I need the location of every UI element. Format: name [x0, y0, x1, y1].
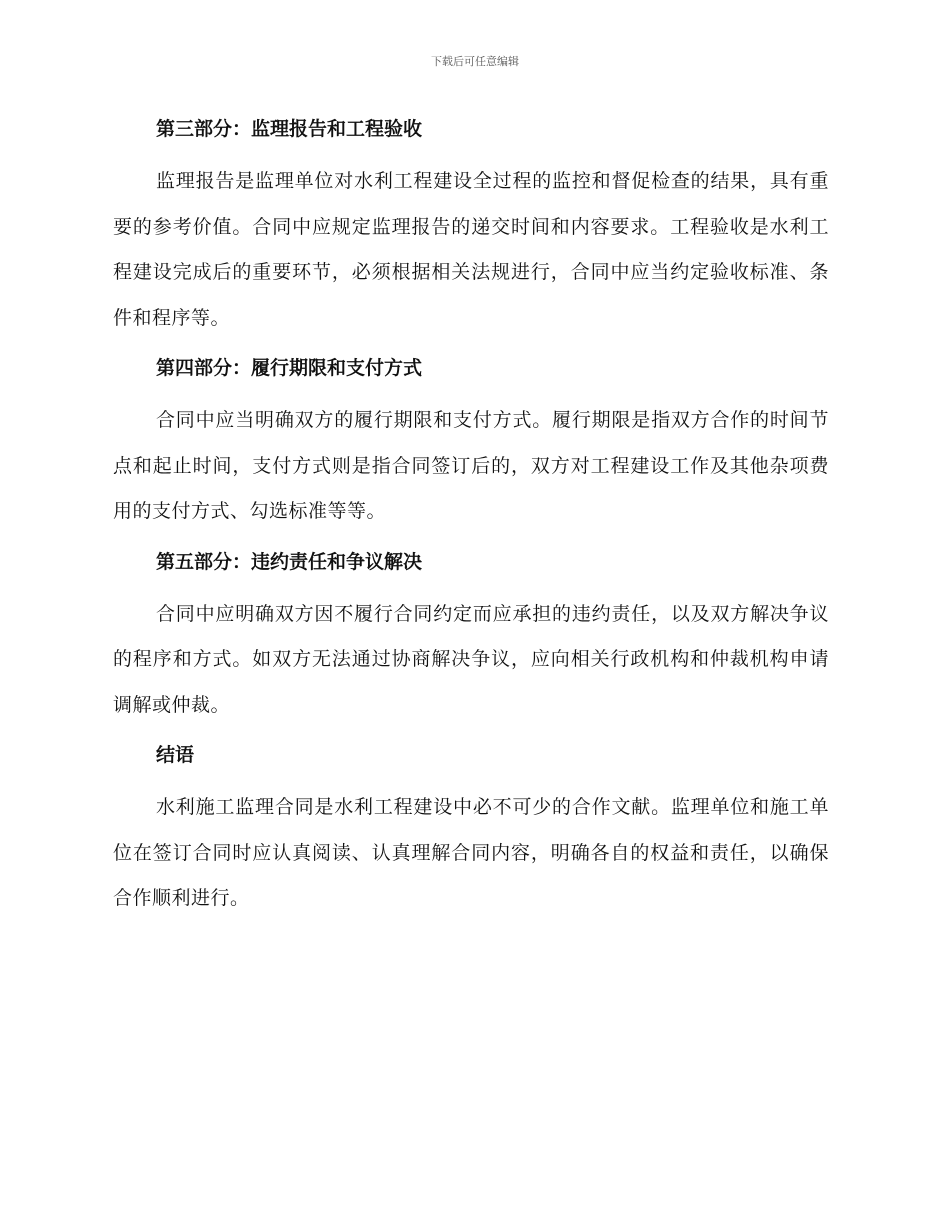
- section-body-conclusion: 水利施工监理合同是水利工程建设中必不可少的合作文献。监理单位和施工单位在签订合同时应认真阅读、认真理解合同内容，明确各自的权益和责任，以确保合作顺利进行。: [113, 796, 829, 909]
- section-heading-conclusion: 结语: [156, 744, 195, 766]
- section-body-part3: 监理报告是监理单位对水利工程建设全过程的监控和督促检查的结果，具有重要的参考价值。合同中应规定监理报告的递交时间和内容要求。工程验收是水利工程建设完成后的重要环节，必须根据相关法规进行，合同中应当约定验收标准、条件和程序等。: [113, 170, 829, 329]
- section-body-part5: 合同中应明确双方因不履行合同约定而应承担的违约责任，以及双方解决争议的程序和方式。如双方无法通过协商解决争议，应向相关行政机构和仲裁机构申请调解或仲裁。: [113, 602, 829, 716]
- section-body-part4: 合同中应当明确双方的履行期限和支付方式。履行期限是指双方合作的时间节点和起止时间，支付方式则是指合同签订后的，双方对工程建设工作及其他杂项费用的支付方式、勾选标准等等。: [113, 409, 829, 522]
- header-note: 下载后可任意编辑: [431, 55, 519, 68]
- section-heading-part4: 第四部分：履行期限和支付方式: [156, 357, 423, 379]
- section-heading-part3: 第三部分：监理报告和工程验收: [156, 118, 423, 140]
- section-heading-part5: 第五部分：违约责任和争议解决: [156, 550, 423, 573]
- document-content: [113, 110, 829, 922]
